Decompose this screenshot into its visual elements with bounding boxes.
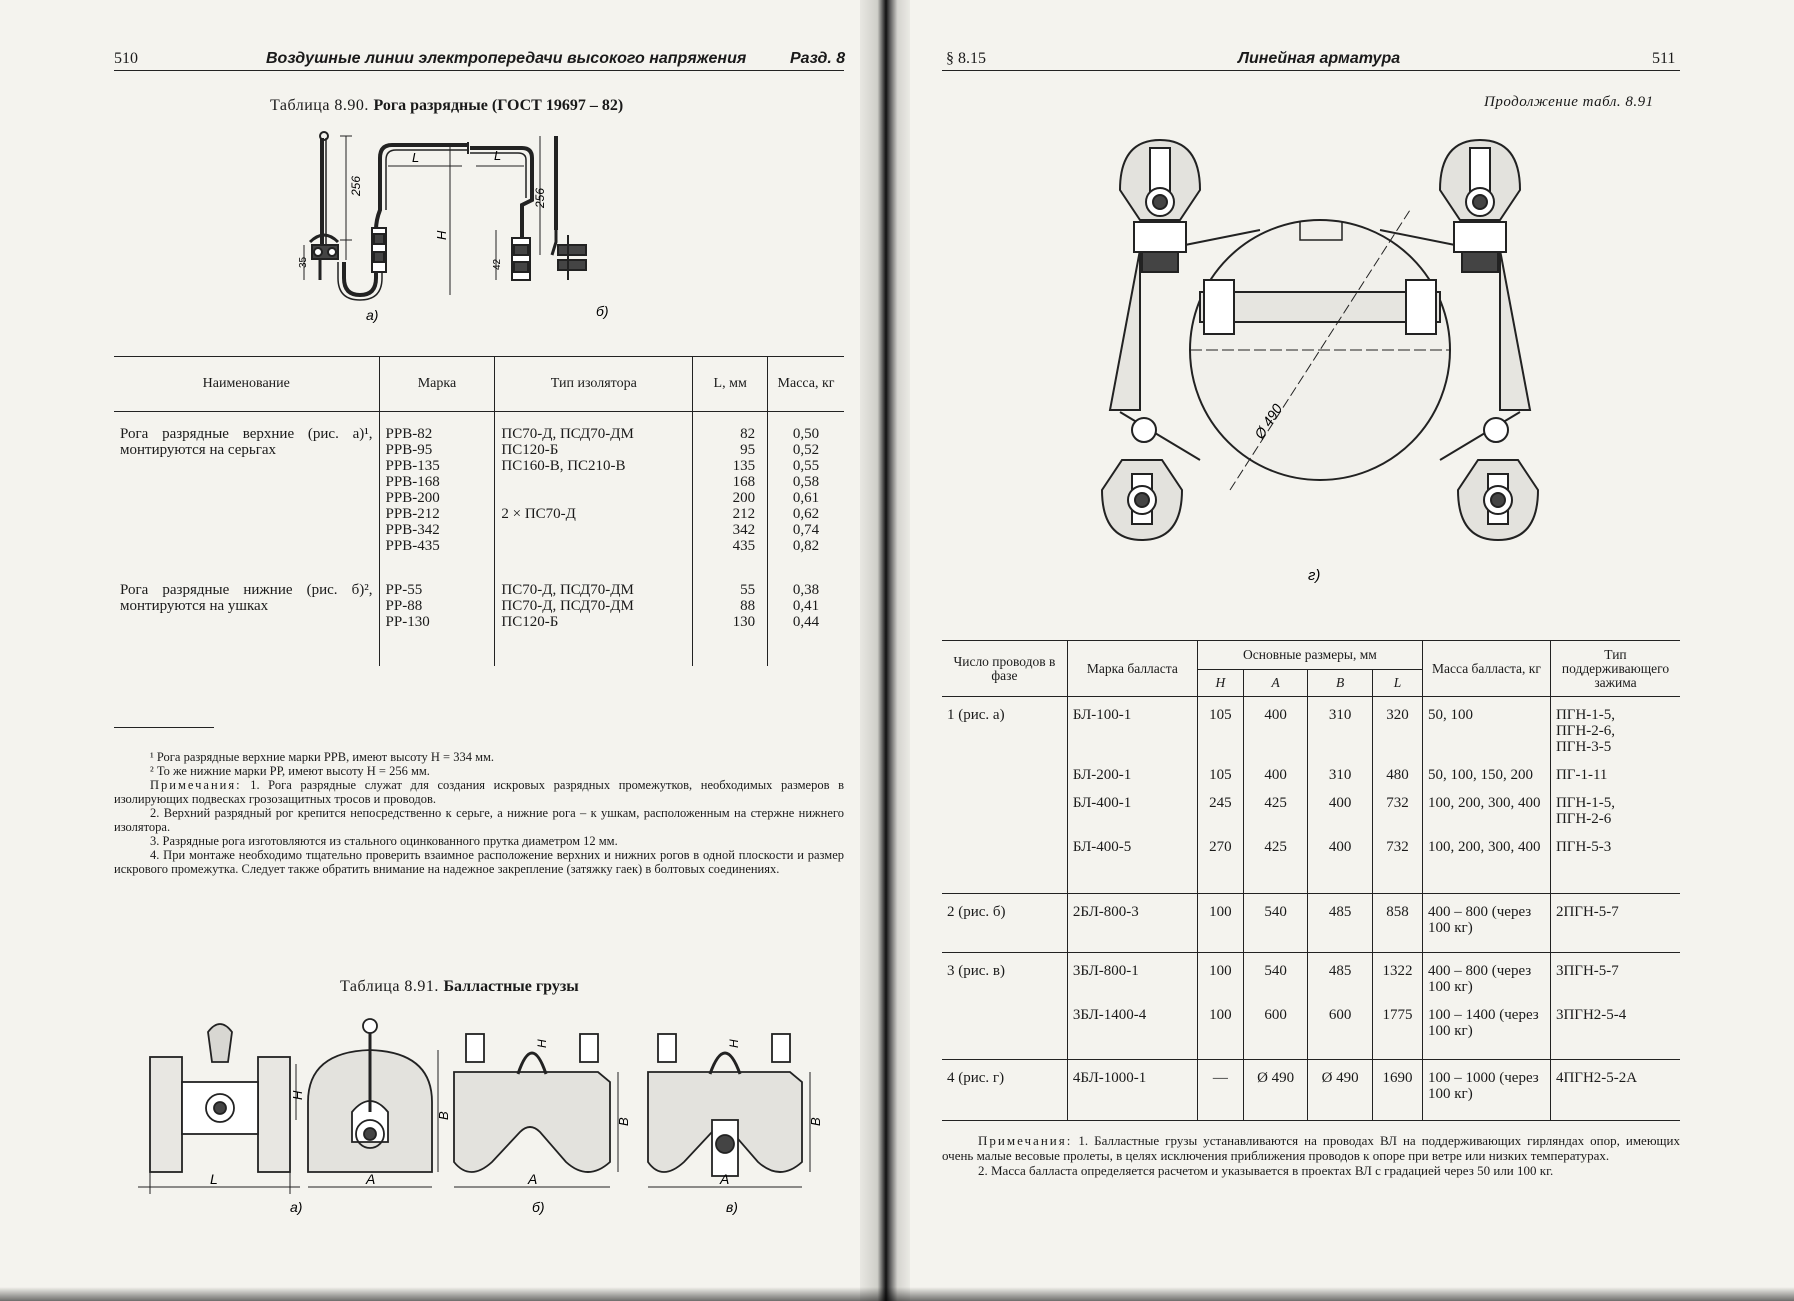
notes-right — [942, 1133, 1680, 1178]
row-A: 425 — [1243, 833, 1307, 894]
diameter-label: Ø 490 — [1251, 400, 1286, 442]
row-H: 245 — [1197, 789, 1243, 833]
row-clamp: ПГН-1-5, ПГН-2-6, ПГН-3-5 — [1550, 697, 1680, 762]
table-row — [942, 953, 1680, 1002]
row-L: 858 — [1372, 894, 1422, 953]
footnote-1: ¹ Рога разрядные верхние марки РРВ, имеют высоту H = 334 мм. — [150, 750, 495, 764]
fig-label-b: б) — [596, 303, 609, 319]
row-H: 270 — [1197, 833, 1243, 894]
table-890-caption-prefix: Таблица 8.90. — [270, 97, 369, 114]
note-1 — [114, 778, 844, 806]
figure-discharge-horns — [300, 130, 620, 325]
dim-H: H — [434, 230, 449, 240]
table-890-caption-title: Рога разрядные (ГОСТ 19697 – 82) — [373, 97, 624, 114]
row-clamp: ПГН-1-5, ПГН-2-6 — [1550, 789, 1680, 833]
row-name: Рога разрядные верхние (рис. а)¹, монтируются на серьгах — [120, 426, 373, 458]
table-890-caption — [270, 97, 623, 115]
row-mass: 400 – 800 (через 100 кг) — [1423, 953, 1551, 1002]
col-name: Наименование — [114, 357, 379, 412]
table-891 — [942, 640, 1680, 1121]
row-L: 320 — [1372, 697, 1422, 762]
row-name: Рога разрядные нижние (рис. б)², монтируются на ушках — [120, 582, 373, 614]
dim-256-b: 256 — [533, 187, 547, 208]
table-row — [942, 894, 1680, 953]
running-title-left: Воздушные линии электропередачи высокого напряжения — [266, 50, 747, 67]
fig-label-a: а) — [366, 307, 379, 323]
left-page — [0, 0, 880, 1301]
row-L: 1775 — [1372, 1001, 1422, 1060]
notes-label-left: Примечания: — [150, 778, 242, 792]
dim-H-2: H — [535, 1039, 549, 1048]
dim-B-1: B — [436, 1111, 451, 1120]
row-A: 400 — [1243, 697, 1307, 762]
col-mark: Марка — [379, 357, 495, 412]
dim-A-3: A — [720, 1171, 730, 1187]
footnote-rule — [114, 727, 214, 728]
row-L: 55 88 130 — [693, 556, 768, 666]
row-mass: 100 – 1400 (через 100 кг) — [1423, 1001, 1551, 1060]
table-891-caption — [340, 978, 579, 996]
note-1-text: 1. Рога разрядные служат для создания искровых разрядных промежутков, необходимых размеров в изолирующих подвесках грозозащитных тросов и проводов. — [114, 778, 844, 806]
row-B: 400 — [1308, 789, 1372, 833]
row-clamp: ПГ-1-11 — [1550, 761, 1680, 789]
row-L: 1690 — [1372, 1060, 1422, 1121]
table-row — [114, 412, 844, 557]
dim-L: L — [210, 1171, 218, 1187]
note-right-1-text: 1. Балластные грузы устанавливаются на проводах ВЛ на поддерживающих гирляндах опор, имеющих очень малые весовые пролеты, в целях исключения приближения проводов к опоре при ветре или низких температурах. — [942, 1133, 1680, 1163]
table-row — [114, 556, 844, 666]
col-clamp: Тип поддерживающего зажима — [1550, 641, 1680, 697]
notes-label-right: Примечания: — [978, 1133, 1073, 1148]
continuation-note: Продолжение табл. 8.91 — [1484, 94, 1654, 110]
col-insulator: Тип изолятора — [495, 357, 693, 412]
dim-42: 42 — [492, 258, 503, 270]
row-mark: 2БЛ-800-3 — [1067, 894, 1197, 953]
row-B: 485 — [1308, 953, 1372, 1002]
dim-256-a: 256 — [349, 175, 363, 196]
col-mass: Масса балласта, кг — [1423, 641, 1551, 697]
row-L: 732 — [1372, 833, 1422, 894]
row-B: 310 — [1308, 697, 1372, 762]
dim-H: H — [290, 1090, 305, 1100]
row-wires: 4 (рис. г) — [947, 1070, 1005, 1086]
dim-B-2: B — [616, 1117, 631, 1126]
row-H: 100 — [1197, 1001, 1243, 1060]
col-B: B — [1308, 670, 1372, 697]
row-L: 732 — [1372, 789, 1422, 833]
row-mark: 3БЛ-1400-4 — [1067, 1001, 1197, 1060]
row-mass: 0,50 0,52 0,55 0,58 0,61 0,62 0,74 0,82 — [768, 412, 844, 557]
row-A: 540 — [1243, 953, 1307, 1002]
row-insulator: ПС70-Д, ПСД70-ДМ ПС120-Б ПС160-В, ПС210-В 2 × ПС70-Д — [495, 412, 693, 557]
row-A: 540 — [1243, 894, 1307, 953]
row-H: — — [1197, 1060, 1243, 1121]
note-4: 4. При монтаже необходимо тщательно проверить взаимное расположение верхних и нижних рогов в одной плоскости и размер искрового промежутка. Следует также обратить внимание на надежное закрепление (затяжку гаек) в болтовых соединениях. — [114, 848, 844, 876]
row-B: 485 — [1308, 894, 1372, 953]
dim-L-b: L — [494, 148, 502, 163]
row-mass: 100 – 1000 (через 100 кг) — [1423, 1060, 1551, 1121]
row-A: 400 — [1243, 761, 1307, 789]
dim-L-a: L — [412, 150, 420, 165]
row-wires: 3 (рис. в) — [942, 953, 1067, 1060]
row-clamp: 3ПГН-5-7 — [1550, 953, 1680, 1002]
dim-A-1: A — [366, 1171, 376, 1187]
row-mass: 100, 200, 300, 400 — [1423, 833, 1551, 894]
row-marks: РРВ-82 РРВ-95 РРВ-135 РРВ-168 РРВ-200 РРВ-212 РРВ-342 РРВ-435 — [379, 412, 495, 557]
header-rule-right — [942, 70, 1680, 71]
col-L: L, мм — [693, 357, 768, 412]
footnote-2: ² То же нижние марки РР, имеют высоту H = 256 мм. — [150, 764, 430, 778]
col-mark: Марка балласта — [1067, 641, 1197, 697]
row-mass: 0,38 0,41 0,44 — [768, 556, 844, 666]
row-marks: РР-55 РР-88 РР-130 — [379, 556, 495, 666]
row-insulator: ПС70-Д, ПСД70-ДМ ПС70-Д, ПСД70-ДМ ПС120-Б — [495, 556, 693, 666]
book-gutter — [860, 0, 910, 1301]
row-H: 105 — [1197, 761, 1243, 789]
dim-B-3: B — [808, 1117, 823, 1126]
row-B: Ø 490 — [1308, 1060, 1372, 1121]
section-ref: Разд. 8 — [790, 50, 846, 67]
row-clamp: 2ПГН-5-7 — [1550, 894, 1680, 953]
row-H: 100 — [1197, 953, 1243, 1002]
row-B: 310 — [1308, 761, 1372, 789]
row-mark: БЛ-400-5 — [1067, 833, 1197, 894]
row-H: 105 — [1197, 697, 1243, 762]
section-number: § 8.15 — [946, 50, 986, 67]
row-mass: 50, 100 — [1423, 697, 1551, 762]
note-2: 2. Верхний разрядный рог крепится непосредственно к серьге, а нижние рога – к ушкам, расположенным на стержне нижнего изолятора. — [114, 806, 844, 834]
table-891-caption-prefix: Таблица 8.91. — [340, 978, 439, 995]
table-891-caption-title: Балластные грузы — [443, 978, 579, 995]
row-clamp: 3ПГН2-5-4 — [1550, 1001, 1680, 1060]
row-A: 600 — [1243, 1001, 1307, 1060]
table-row — [942, 1060, 1680, 1121]
note-right-2: 2. Масса балласта определяется расчетом и указывается в проектах ВЛ с градацией через 50 или 100 кг. — [978, 1163, 1554, 1178]
row-mass: 50, 100, 150, 200 — [1423, 761, 1551, 789]
row-clamp: 4ПГН2-5-2А — [1550, 1060, 1680, 1121]
bottom-shadow — [0, 1287, 1794, 1301]
row-mark: БЛ-200-1 — [1067, 761, 1197, 789]
table-row — [942, 697, 1680, 762]
header-rule-left — [114, 70, 844, 71]
page-number-left: 510 — [114, 50, 138, 67]
fig-label-g: г) — [1308, 567, 1321, 584]
table-890 — [114, 356, 844, 666]
col-dims: Основные размеры, мм — [1197, 641, 1422, 670]
row-wires: 1 (рис. а) — [942, 697, 1067, 894]
row-wires: 2 (рис. б) — [942, 894, 1067, 953]
row-L: 82 95 135 168 200 212 342 435 — [693, 412, 768, 557]
figure-four-wire-ballast — [1080, 130, 1560, 590]
fig-label-a: а) — [290, 1199, 303, 1215]
row-A: 425 — [1243, 789, 1307, 833]
row-L: 480 — [1372, 761, 1422, 789]
col-H: H — [1197, 670, 1243, 697]
col-L: L — [1372, 670, 1422, 697]
running-title-right: Линейная арматура — [1238, 50, 1401, 67]
row-mark: БЛ-100-1 — [1067, 697, 1197, 762]
col-wires: Число проводов в фазе — [942, 641, 1067, 697]
dim-A-2: A — [528, 1171, 538, 1187]
row-B: 600 — [1308, 1001, 1372, 1060]
row-clamp: ПГН-5-3 — [1550, 833, 1680, 894]
col-mass: Масса, кг — [768, 357, 844, 412]
row-A: Ø 490 — [1243, 1060, 1307, 1121]
row-mass: 100, 200, 300, 400 — [1423, 789, 1551, 833]
col-A: A — [1243, 670, 1307, 697]
page-number-right: 511 — [1652, 50, 1676, 67]
dim-H-3: H — [727, 1039, 741, 1048]
note-3: 3. Разрядные рога изготовляются из стального оцинкованного прутка диаметром 12 мм. — [150, 834, 618, 848]
note-right-1 — [942, 1133, 1680, 1163]
row-mark: 4БЛ-1000-1 — [1067, 1060, 1197, 1121]
fig-label-b: б) — [532, 1199, 545, 1215]
row-H: 100 — [1197, 894, 1243, 953]
fig-label-v: в) — [726, 1199, 738, 1215]
row-mark: БЛ-400-1 — [1067, 789, 1197, 833]
row-B: 400 — [1308, 833, 1372, 894]
row-L: 1322 — [1372, 953, 1422, 1002]
row-mark: 3БЛ-800-1 — [1067, 953, 1197, 1002]
row-mass: 400 – 800 (через 100 кг) — [1423, 894, 1551, 953]
dim-35: 35 — [298, 256, 309, 268]
figure-ballast-weights — [120, 1012, 860, 1222]
